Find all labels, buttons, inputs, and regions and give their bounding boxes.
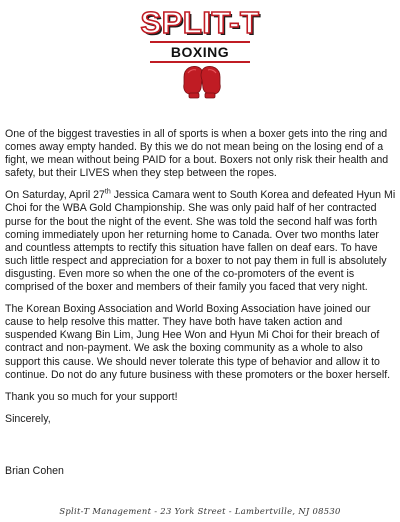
paragraph-intro: One of the biggest travesties in all of sports is when a boxer gets into the ring and comes away empty handed. By this we do not mean being on the losing end of a fight, we mean without being PAID for a bout. Boxers not only risk their health and safety, but their LIVES when they step between the ropes. xyxy=(5,128,389,180)
boxing-gloves-icon xyxy=(180,63,224,99)
paragraph-action: The Korean Boxing Association and World Boxing Association have joined our cause to help resolve this matter. They have both have taken action and suspended Kwang Bin Lim, Jung Hee Won and Hyun Mi Choi for their breach of contract and non-payment. We ask the boxing community as a whole to also support this cause. We should never tolerate this type of behavior and allow it to continue. Do not do any future business with these promoters or the boxer herself. xyxy=(5,303,391,381)
signature-name: Brian Cohen xyxy=(5,464,64,477)
signature-space xyxy=(5,435,397,465)
logo-title: SPLIT-T xyxy=(140,5,260,40)
split-t-boxing-logo xyxy=(0,0,400,118)
letter-body xyxy=(5,128,397,487)
closing: Sincerely, xyxy=(5,412,51,425)
logo-subtitle: BOXING xyxy=(170,44,230,60)
event-text-rest: Jessica Camara went to South Korea and defeated Hyun Mi Choi for the WBA Gold Championship. She was only paid half of her contracted purse for the bout the night of the event. She was told the second half was forth coming immediately upon her returning home to Canada. Over two months later and countless attempts to rectify this situation have fallen on deaf ears. To have such little respect and appreciation for a boxer to not pay them in full is absolutely disgusting. Even more so when the one of the co-promoters of the event is comprised of the boxer and members of their family you faced that very night. xyxy=(5,189,396,294)
paragraph-event xyxy=(5,189,397,294)
date-ordinal-suffix: th xyxy=(104,188,111,196)
footer-address: Split-T Management - 23 York Street - Lambertville, NJ 08530 xyxy=(59,506,341,516)
event-text-start: On Saturday, April 27 xyxy=(5,189,105,202)
paragraph-thanks: Thank you so much for your support! xyxy=(5,390,178,403)
logo-rule-top xyxy=(150,41,250,43)
